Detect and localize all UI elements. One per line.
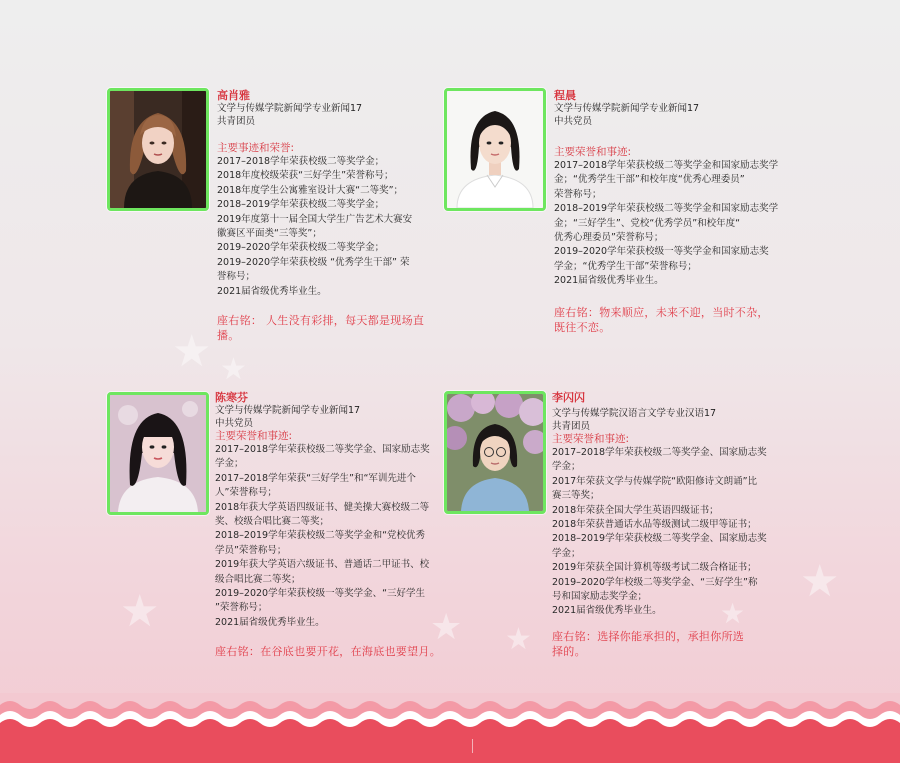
achievement-line: 号和国家励志奖学金； <box>552 591 648 603</box>
achievement-line: 2018年荣获全国大学生英语四级证书； <box>552 504 719 516</box>
achievement-line: 2019–2020学年校级二等奖学金、“三好学生”称 <box>552 576 758 588</box>
profile-status: 中共党员 <box>215 418 254 429</box>
motto <box>554 305 782 335</box>
achievement-line: 2019年获大学英语六级证书、普通话二甲证书、校 <box>215 559 430 571</box>
achievement-line: 奖、校级合唱比赛二等奖； <box>215 516 330 528</box>
motto <box>215 644 443 659</box>
profile-photo <box>444 391 546 514</box>
profile-status: 共青团员 <box>217 116 256 127</box>
achievement-line: 赛三等奖； <box>552 490 600 502</box>
achievement-line: 2018年度校级荣获“三好学生”荣誉称号； <box>217 170 394 182</box>
achievement-line: 2018年度学生公寓雅室设计大赛“二等奖”； <box>217 184 404 196</box>
achievement-line: 学金； <box>215 458 244 470</box>
portrait-image <box>447 91 543 208</box>
motto-line: 座右铭： 人生没有彩排，每天都是现场直 <box>217 314 425 328</box>
achievement-line: 优秀心理委员”荣誉称号； <box>554 232 664 244</box>
background-star-icon: ★ <box>800 556 840 607</box>
achievement-line: 2017–2018学年荣获校级二等奖学金和国家励志奖学 <box>554 160 779 171</box>
motto <box>217 313 445 343</box>
achievement-line: 2018–2019学年荣获校级二等奖学金； <box>217 199 385 211</box>
background-star-icon: ★ <box>120 586 160 637</box>
achievement-line: 学金；“优秀学生干部”荣誉称号； <box>554 260 697 272</box>
profile-card-3 <box>215 391 443 659</box>
profile-school: 文学与传媒学院汉语言文学专业汉语17 <box>552 408 717 419</box>
achievement-line: 2017–2018学年荣获校级二等奖学金； <box>217 156 385 167</box>
section-title: 主要荣誉和事迹: <box>215 430 293 442</box>
profile-name: 程晨 <box>554 89 576 102</box>
motto-line: 座右铭：物来顺应，未来不迎，当时不杂， <box>554 305 769 319</box>
background-star-icon: ★ <box>172 326 212 377</box>
achievement-line: 2017–2018学年荣获“三好学生”和“军训先进个 <box>215 472 416 484</box>
achievement-line: 2019年度第十一届全国大学生广告艺术大赛安 <box>217 213 413 225</box>
bottom-wave-decoration <box>0 693 900 763</box>
background-star-icon: ★ <box>220 352 247 387</box>
background-star-icon: ★ <box>720 597 746 630</box>
achievement-line: 级合唱比赛二等奖； <box>215 573 301 585</box>
achievement-line: 2018年获大学英语四级证书、健美操大赛校级二等 <box>215 501 430 513</box>
achievement-line: 2021届省级优秀毕业生。 <box>215 616 325 628</box>
motto-line: 择的。 <box>552 644 586 658</box>
profile-card-2 <box>554 89 782 335</box>
profile-photo <box>444 88 546 211</box>
motto <box>552 629 780 659</box>
achievement-line: ”荣誉称号； <box>215 602 268 614</box>
achievement-line: 2017–2018学年荣获校级二等奖学金、国家励志奖 <box>552 447 767 458</box>
achievement-line: 2017–2018学年荣获校级二等奖学金、国家励志奖 <box>215 444 430 455</box>
achievement-line: 2019年荣获全国计算机等级考试二级合格证书； <box>552 562 757 574</box>
motto-line: 既往不恋。 <box>554 320 611 334</box>
achievement-line: 2021届省级优秀毕业生。 <box>554 275 664 287</box>
achievement-line: 2018–2019学年荣获校级二等奖学金和国家励志奖学 <box>554 203 779 215</box>
achievement-line: 2019–2020学年荣获校级二等奖学金； <box>217 242 385 254</box>
motto-line: 座右铭：选择你能承担的，承担你所选 <box>552 629 745 643</box>
section-title: 主要荣誉和事迹: <box>552 433 630 445</box>
achievement-line: 学员”荣誉称号； <box>215 544 287 556</box>
profile-card-1 <box>217 89 445 343</box>
achievement-line: 2017年荣获文学与传媒学院“欧阳修诗文朗诵”比 <box>552 475 758 487</box>
portrait-image <box>447 394 543 511</box>
achievement-line: 学金； <box>552 547 581 559</box>
portrait-image <box>110 91 206 208</box>
profile-status: 中共党员 <box>554 116 593 127</box>
motto-line: 播。 <box>217 329 240 343</box>
motto-line: 座右铭：在谷底也要开花，在海底也要望月。 <box>215 645 441 659</box>
achievement-line: 人”荣誉称号； <box>215 487 277 499</box>
profile-school: 文学与传媒学院新闻学专业新闻17 <box>554 103 700 114</box>
portrait-image <box>110 395 206 512</box>
achievement-line: 誉称号； <box>217 271 256 283</box>
achievement-line: 荣誉称号； <box>554 188 602 200</box>
achievement-line: 2019–2020学年荣获校级一等奖学金、“三好学生 <box>215 588 426 600</box>
profile-school: 文学与传媒学院新闻学专业新闻17 <box>217 103 363 114</box>
achievement-line: 徽赛区平面类“三等奖”； <box>217 228 322 240</box>
wave-band-bottom <box>0 719 900 763</box>
achievement-line: 金；“三好学生”、党校“优秀学员”和校年度“ <box>554 217 741 229</box>
profile-photo <box>107 392 209 515</box>
achievement-line: 金；“优秀学生干部”和校年度“优秀心理委员” <box>554 174 745 186</box>
section-title: 主要荣誉和事迹: <box>554 146 632 158</box>
achievement-line: 2018年荣获普通话水品等级测试二级甲等证书； <box>552 519 757 531</box>
page-divider <box>472 739 473 753</box>
profile-name: 李闪闪 <box>552 391 585 404</box>
background-star-icon: ★ <box>505 622 532 657</box>
achievement-line: 2019–2020学年荣获校级一等奖学金和国家励志奖 <box>554 246 769 258</box>
achievement-line: 学金； <box>552 461 581 473</box>
achievement-line: 2021届省级优秀毕业生。 <box>552 605 662 617</box>
achievement-line: 2019–2020学年荣获校级 “优秀学生干部” 荣 <box>217 256 410 268</box>
achievement-line: 2018–2019学年荣获校级二等奖学金和“党校优秀 <box>215 530 426 542</box>
profile-school: 文学与传媒学院新闻学专业新闻17 <box>215 405 361 416</box>
background-star-icon: ★ <box>430 607 463 648</box>
profile-name: 高肖雅 <box>217 89 250 102</box>
profile-name: 陈寒芬 <box>215 391 248 404</box>
profile-status: 共青团员 <box>552 421 591 432</box>
profile-card-4 <box>552 391 780 659</box>
achievement-line: 2021届省级优秀毕业生。 <box>217 285 327 297</box>
achievement-line: 2018–2019学年荣获校级二等奖学金、国家励志奖 <box>552 533 767 545</box>
section-title: 主要事迹和荣誉: <box>217 142 295 154</box>
profile-photo <box>107 88 209 211</box>
